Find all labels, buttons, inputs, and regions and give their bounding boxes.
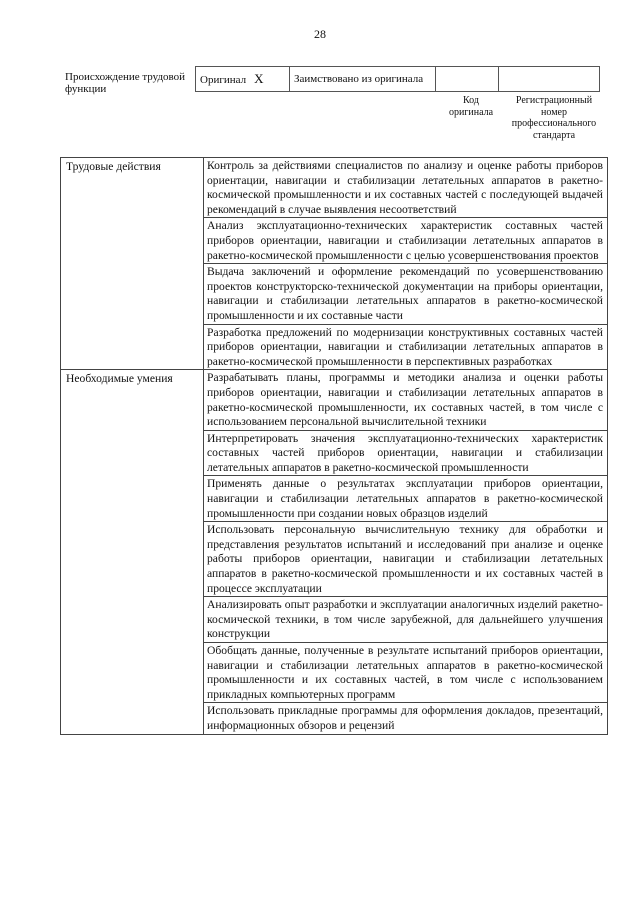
borrowed-cell: Заимствовано из оригинала <box>290 67 436 92</box>
item-text: Контроль за действиями специалистов по анализу и оценке работы приборов ориентации, навигации и стабилизации летательных аппаратов в ракетно-космической промышленности и их составных частей с последующей выдачей рекомендаций в случае выявления несоответствий <box>204 158 608 218</box>
page-number: 28 <box>314 27 326 41</box>
item-text: Интерпретировать значения эксплуатационно-технических характеристик составных частей приборов ориентации, навигации и стабилизации летательных аппаратов в ракетно-космической промышленности <box>204 430 608 476</box>
table-row <box>61 370 608 430</box>
original-label: Оригинал <box>200 74 247 86</box>
item-text: Анализировать опыт разработки и эксплуатации аналогичных изделий ракетно-космической техники, в том числе зарубежной, для дальнейшего улучшения конструкции <box>204 597 608 643</box>
code-cell <box>436 67 499 92</box>
section-heading: Необходимые умения <box>61 370 204 734</box>
reg-number-caption: Регистрационный номер профессионального стандарта <box>511 95 597 141</box>
item-text: Использовать прикладные программы для оформления докладов, презентаций, информационных обзоров и рецензий <box>204 703 608 734</box>
item-text: Использовать персональную вычислительную технику для обработки и представления результатов испытаний и исследований при анализе и оценке работы приборов ориентации, навигации и стабилизации летательных аппаратов в ракетно-космической промышленности и их составных частей в процессе эксплуатации <box>204 522 608 597</box>
item-text: Применять данные о результатах эксплуатации приборов ориентации, навигации и стабилизации летательных аппаратов в ракетно-космической промышленности при создании новых образцов изделий <box>204 476 608 522</box>
item-text: Выдача заключений и оформление рекомендаций по усовершенствованию проектов конструкторско-технической документации на приборы ориентации, навигации и стабилизации летательных аппаратов в ракетно-космической промышленности и их составные части <box>204 264 608 324</box>
origin-label: Происхождение трудовой функции <box>65 71 186 95</box>
reg-number-cell <box>499 67 600 92</box>
item-text: Разработка предложений по модернизации конструктивных составных частей приборов ориентации, навигации и стабилизации летательных аппаратов в ракетно-космической промышленности в перспективных разработках <box>204 324 608 370</box>
origin-table <box>195 66 600 92</box>
original-cell <box>196 67 290 92</box>
code-caption: Код оригинала <box>448 95 494 118</box>
item-text: Обобщать данные, полученные в результате испытаний приборов ориентации, навигации и стабилизации летательных аппаратов в ракетно-космической промышленности и их составных частей, в том числе с использованием прикладных компьютерных программ <box>204 643 608 703</box>
section-heading: Трудовые действия <box>61 158 204 370</box>
item-text: Разрабатывать планы, программы и методики анализа и оценки работы приборов ориентации, навигации и стабилизации летательных аппаратов в ракетно-космической промышленности, их составных частей, в том числе с использованием персональной вычислительной техники <box>204 370 608 430</box>
function-table <box>60 157 608 735</box>
table-row <box>61 158 608 218</box>
item-text: Анализ эксплуатационно-технических характеристик составных частей приборов ориентации, навигации и стабилизации летательных аппаратов в ракетно-космической промышленности с целью усовершенствования проектов <box>204 218 608 264</box>
original-mark: X <box>254 71 264 86</box>
